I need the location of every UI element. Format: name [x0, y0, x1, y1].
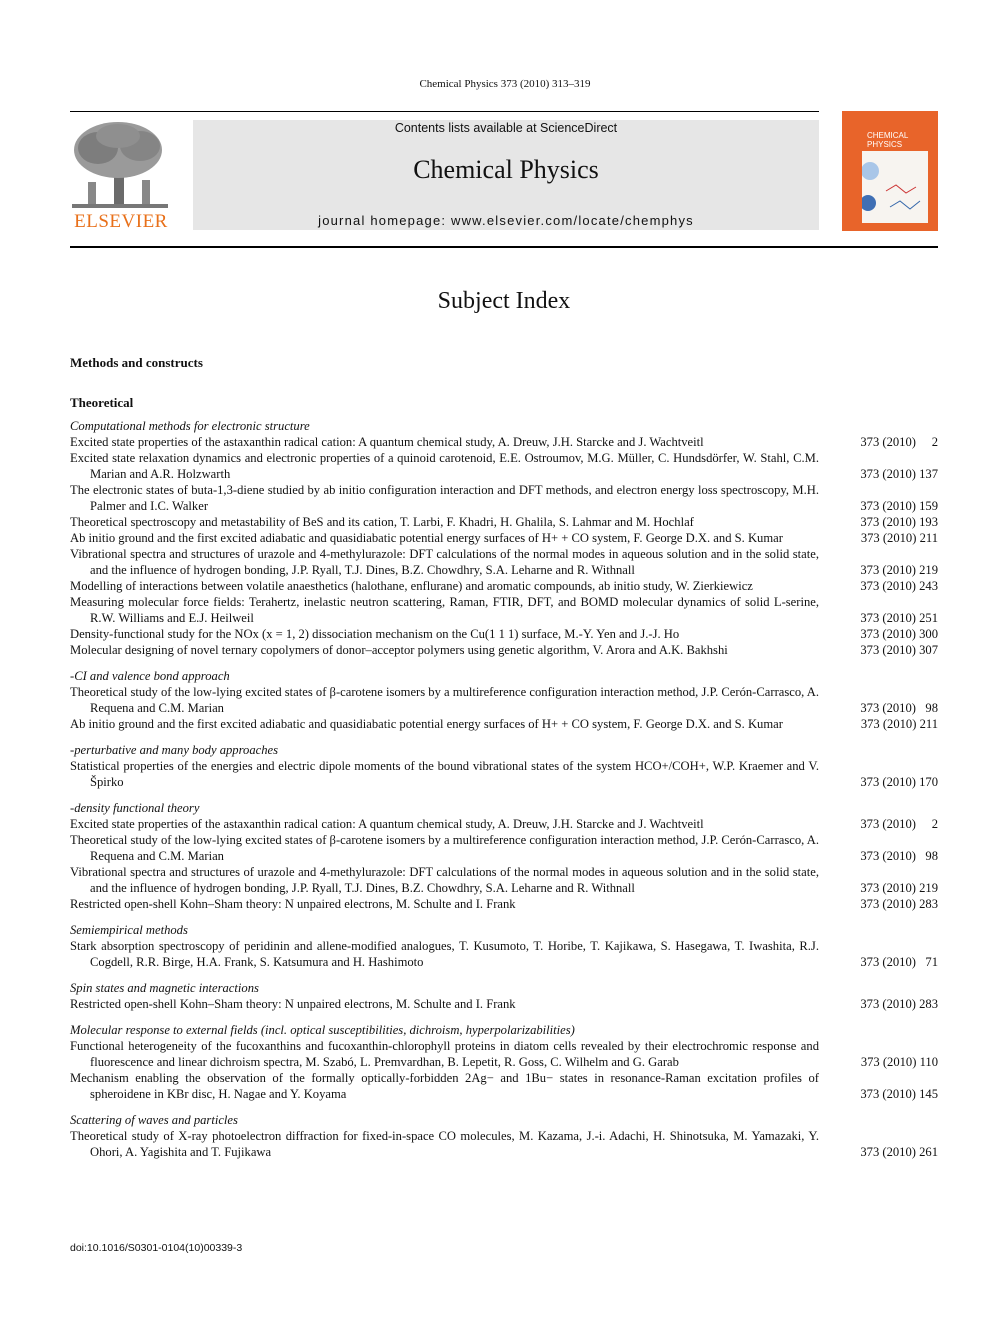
index-entry[interactable] — [70, 758, 938, 790]
entry-title-authors: Vibrational spectra and structures of urazole and 4-methylurazole: DFT calculations of the normal modes in aqueous solution and in the solid state, and the influence of hydrogen bonding, J.P. Ryall, T.J. Dines, B.Z. Chowdhry, S.A. Leharne and R. Withnall — [70, 547, 819, 577]
index-entry[interactable] — [70, 482, 938, 514]
entry-title-authors: Vibrational spectra and structures of urazole and 4-methylurazole: DFT calculations of the normal modes in aqueous solution and in the solid state, and the influence of hydrogen bonding, J.P. Ryall, T.J. Dines, B.Z. Chowdhry, S.A. Leharne and R. Withnall — [70, 865, 819, 895]
entry-page-reference: 373 (2010) 307 — [860, 643, 938, 657]
index-group — [70, 922, 938, 970]
index-entry[interactable] — [70, 684, 938, 716]
entry-title-authors: Molecular designing of novel ternary copolymers of donor–acceptor polymers using genetic algorithm, V. Arora and A.K. Bakhshi — [70, 643, 728, 657]
group-heading: Semiempirical methods — [70, 923, 188, 937]
group-heading: Scattering of waves and particles — [70, 1113, 238, 1127]
entry-title-authors: Density-functional study for the NOx (x = 1, 2) dissociation mechanism on the Cu(1 1 1) surface, M.-Y. Yen and J.-J. Ho — [70, 627, 680, 641]
index-groups — [70, 418, 938, 1160]
page-title: Subject Index — [437, 288, 571, 314]
entry-page-reference: 373 (2010) 261 — [860, 1145, 938, 1159]
journal-homepage-link[interactable]: journal homepage: www.elsevier.com/locate/chemphys — [318, 213, 694, 228]
entry-page-reference: 373 (2010) 211 — [860, 531, 938, 545]
entry-page-reference: 373 (2010) 98 — [860, 701, 938, 715]
entry-page-reference: 373 (2010) 71 — [860, 955, 938, 969]
cover-title-line-1: CHEMICAL — [867, 131, 909, 140]
entry-page-reference: 373 (2010) 137 — [860, 467, 938, 481]
subsection-title: Theoretical — [70, 395, 134, 410]
doi[interactable]: doi:10.1016/S0301-0104(10)00339-3 — [70, 1242, 243, 1254]
entry-page-reference: 373 (2010) 170 — [860, 775, 938, 789]
cover-illustration — [862, 151, 928, 223]
entry-title-authors: Statistical properties of the energies and electric dipole moments of the bound vibrational states of the system HCO+/COH+, W.P. Kraemer and V. Špirko — [70, 759, 819, 789]
entry-title-authors: Restricted open-shell Kohn–Sham theory: N unpaired electrons, M. Schulte and I. Frank — [70, 897, 516, 911]
entry-title-authors: Theoretical study of the low-lying excited states of β-carotene isomers by a multireference configuration interaction method, J.P. Cerón-Carrasco, A. Requena and C.M. Marian — [70, 833, 819, 863]
entry-page-reference: 373 (2010) 300 — [860, 627, 938, 641]
journal-title: Chemical Physics — [413, 155, 599, 184]
index-entry[interactable] — [70, 450, 938, 482]
index-entry[interactable] — [70, 864, 938, 896]
index-group — [70, 980, 938, 1012]
group-heading: Spin states and magnetic interactions — [70, 981, 259, 995]
index-entry[interactable] — [70, 896, 938, 912]
index-group — [70, 800, 938, 912]
index-entry[interactable] — [70, 938, 938, 970]
group-heading: -perturbative and many body approaches — [70, 743, 278, 757]
index-entry[interactable] — [70, 1070, 938, 1102]
group-heading: Molecular response to external fields (incl. optical susceptibilities, dichroism, hyperpolarizabilities) — [70, 1023, 575, 1037]
index-entry[interactable] — [70, 514, 938, 530]
index-entry[interactable] — [70, 626, 938, 642]
entry-page-reference: 373 (2010) 283 — [860, 997, 938, 1011]
index-entry[interactable] — [70, 530, 938, 546]
publisher-name: ELSEVIER — [74, 211, 168, 232]
index-entry[interactable] — [70, 578, 938, 594]
elsevier-tree-icon — [68, 120, 172, 212]
entry-page-reference: 373 (2010) 193 — [860, 515, 938, 529]
entry-page-reference: 373 (2010) 159 — [860, 499, 938, 513]
cover-title-line-2: PHYSICS — [867, 140, 903, 149]
cover-title — [867, 131, 908, 149]
index-entry[interactable] — [70, 546, 938, 578]
group-heading: -CI and valence bond approach — [70, 669, 230, 683]
index-entry[interactable] — [70, 1128, 938, 1160]
index-entry[interactable] — [70, 434, 938, 450]
section-title: Methods and constructs — [70, 355, 203, 370]
index-group — [70, 1022, 938, 1102]
entry-page-reference: 373 (2010) 145 — [860, 1087, 938, 1101]
entry-page-reference: 373 (2010) 219 — [860, 563, 938, 577]
entry-title-authors: Excited state relaxation dynamics and electronic properties of a quinoid carotenoid, E.E. Ostroumov, M.G. Müller, C. Hundsdörfer, W. Stahl, C.M. Marian and A.R. Holzwarth — [70, 451, 819, 481]
entry-title-authors: Ab initio ground and the first excited adiabatic and quasidiabatic potential energy surfaces of H+ + CO system, F. George D.X. and S. Kumar — [70, 717, 783, 731]
entry-page-reference: 373 (2010) 2 — [860, 817, 938, 831]
entry-title-authors: The electronic states of buta-1,3-diene studied by ab initio configuration interaction and DFT methods, and electron energy loss spectroscopy, M.H. Palmer and I.C. Walker — [70, 483, 819, 513]
index-entry[interactable] — [70, 716, 938, 732]
entry-page-reference: 373 (2010) 243 — [860, 579, 938, 593]
entry-title-authors: Mechanism enabling the observation of the formally optically-forbidden 2Ag− and 1Bu− states in resonance-Raman excitation profiles of spheroidene in KBr disc, H. Nagae and Y. Koyama — [70, 1071, 819, 1101]
index-entry[interactable] — [70, 642, 938, 658]
index-group — [70, 742, 938, 790]
entry-title-authors: Modelling of interactions between volatile anaesthetics (halothane, enflurane) and aromatic compounds, ab initio study, W. Zierkiewicz — [70, 579, 753, 593]
entry-title-authors: Stark absorption spectroscopy of peridinin and allene-modified analogues, T. Kusumoto, T. Horibe, T. Kajikawa, S. Hasegawa, T. Iwashita, R.J. Cogdell, R.R. Birge, H.A. Frank, S. Katsumura and H. Hashimoto — [70, 939, 819, 969]
index-group — [70, 1112, 938, 1160]
index-entry[interactable] — [70, 816, 938, 832]
entry-title-authors: Functional heterogeneity of the fucoxanthins and fucoxanthin-chlorophyll proteins in diatom cells revealed by their electrochromic response and fluorescence and linear dichroism spectra, M. Szabó, L. Premvardhan, B. Lepetit, R. Goss, C. Wilhelm and G. Garab — [70, 1039, 819, 1069]
entry-page-reference: 373 (2010) 98 — [860, 849, 938, 863]
entry-page-reference: 373 (2010) 110 — [860, 1055, 938, 1069]
entry-title-authors: Theoretical study of X-ray photoelectron diffraction for fixed-in-space CO molecules, M. Kazama, J.-i. Adachi, H. Shinotsuka, M. Yamazaki, Y. Ohori, A. Yagishita and T. Fujikawa — [70, 1129, 819, 1159]
index-entry[interactable] — [70, 832, 938, 864]
entry-title-authors: Measuring molecular force fields: Terahertz, inelastic neutron scattering, Raman, FTIR, DFT, and BOMD molecular dynamics of solid L-serine, R.W. Williams and E.J. Heilweil — [70, 595, 819, 625]
entry-title-authors: Excited state properties of the astaxanthin radical cation: A quantum chemical study, A. Dreuw, J.H. Starcke and J. Wachtveitl — [70, 435, 704, 449]
subject-index-content — [70, 354, 938, 1170]
entry-title-authors: Theoretical study of the low-lying excited states of β-carotene isomers by a multireference configuration interaction method, J.P. Cerón-Carrasco, A. Requena and C.M. Marian — [70, 685, 819, 715]
entry-page-reference: 373 (2010) 219 — [860, 881, 938, 895]
header-bottom-rule — [70, 246, 938, 248]
contents-line[interactable]: Contents lists available at ScienceDirect — [394, 121, 618, 135]
journal-reference: Chemical Physics 373 (2010) 313–319 — [419, 78, 591, 90]
cover-molecule-icon — [862, 151, 928, 223]
entry-page-reference: 373 (2010) 211 — [860, 717, 938, 731]
index-entry[interactable] — [70, 996, 938, 1012]
index-entry[interactable] — [70, 594, 938, 626]
group-heading: -density functional theory — [70, 801, 200, 815]
entry-title-authors: Excited state properties of the astaxanthin radical cation: A quantum chemical study, A. Dreuw, J.H. Starcke and J. Wachtveitl — [70, 817, 704, 831]
header-rule — [70, 111, 819, 112]
entry-title-authors: Ab initio ground and the first excited adiabatic and quasidiabatic potential energy surfaces of H+ + CO system, F. George D.X. and S. Kumar — [70, 531, 783, 545]
entry-page-reference: 373 (2010) 2 — [860, 435, 938, 449]
index-group — [70, 418, 938, 658]
index-group — [70, 668, 938, 732]
journal-cover-image — [842, 111, 938, 231]
entry-title-authors: Restricted open-shell Kohn–Sham theory: N unpaired electrons, M. Schulte and I. Frank — [70, 997, 516, 1011]
index-entry[interactable] — [70, 1038, 938, 1070]
entry-page-reference: 373 (2010) 251 — [860, 611, 938, 625]
group-heading: Computational methods for electronic structure — [70, 419, 310, 433]
entry-title-authors: Theoretical spectroscopy and metastability of BeS and its cation, T. Larbi, F. Khadri, H. Ghalila, S. Lahmar and M. Hochlaf — [70, 515, 694, 529]
entry-page-reference: 373 (2010) 283 — [860, 897, 938, 911]
